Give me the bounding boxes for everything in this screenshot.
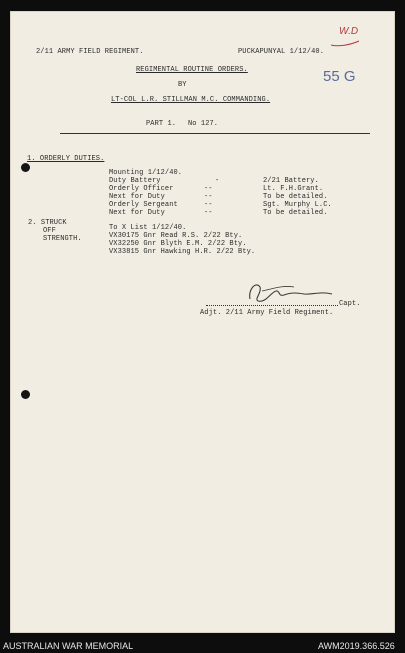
duty-dash: -- [204, 185, 213, 193]
red-corner-annotation: W.D [339, 26, 359, 37]
duty-role: Orderly Sergeant [109, 201, 178, 209]
section-orderly-duties-heading: 1. ORDERLY DUTIES. [27, 155, 105, 163]
signatory-rank: Capt. [339, 300, 361, 308]
by-line: BY [178, 81, 187, 89]
footer-bar [0, 641, 405, 653]
signatory-title: Adjt. 2/11 Army Field Regiment. [200, 309, 334, 317]
duty-assignee: To be detailed. [263, 193, 328, 201]
duty-assignee: To be detailed. [263, 209, 328, 217]
pencil-folio-number: 55 G [323, 68, 356, 85]
signature-dotted-line [206, 305, 338, 306]
mounting-date: Mounting 1/12/40. [109, 169, 183, 177]
footer-accession-number: AWM2019.366.526 [318, 641, 395, 651]
duty-role: Next for Duty [109, 209, 165, 217]
struck-off-entry: VX30175 Gnr Read R.S. 2/22 Bty. [109, 232, 243, 240]
duty-assignee: Lt. F.H.Grant. [263, 185, 324, 193]
handwritten-signature [242, 277, 342, 307]
document-page [10, 11, 395, 633]
commander-line: LT-COL L.R. STILLMAN M.C. COMMANDING. [111, 96, 271, 104]
duty-dash: -- [204, 209, 213, 217]
x-list-line: To X List 1/12/40. [109, 224, 187, 232]
duty-assignee: 2/21 Battery. [263, 177, 319, 185]
order-number: No 127. [188, 120, 219, 128]
duty-role: Duty Battery [109, 177, 161, 185]
red-annotation-mark [328, 23, 362, 49]
section-struck-off-heading-line: STRENGTH. [43, 235, 82, 243]
section-struck-off-heading-line: 2. STRUCK [28, 219, 67, 227]
struck-off-entry: VX33815 Gnr Hawking H.R. 2/22 Bty. [109, 248, 256, 256]
duty-role: Orderly Officer [109, 185, 174, 193]
punch-hole-bottom [21, 390, 30, 399]
struck-off-entry: VX32250 Gnr Blyth E.M. 2/22 Bty. [109, 240, 247, 248]
duty-dash: - [215, 177, 220, 185]
place-date: PUCKAPUNYAL 1/12/40. [238, 48, 325, 56]
punch-hole-top [21, 163, 30, 172]
header-rule [60, 133, 370, 134]
footer-institution: AUSTRALIAN WAR MEMORIAL [3, 641, 134, 651]
section-struck-off-heading-line: OFF [43, 227, 56, 235]
unit-name: 2/11 ARMY FIELD REGIMENT. [36, 48, 144, 56]
duty-assignee: Sgt. Murphy L.C. [263, 201, 332, 209]
duty-dash: -- [204, 201, 213, 209]
duty-dash: -- [204, 193, 213, 201]
document-title: REGIMENTAL ROUTINE ORDERS. [136, 66, 248, 74]
part-number: PART 1. [146, 120, 177, 128]
duty-role: Next for Duty [109, 193, 165, 201]
